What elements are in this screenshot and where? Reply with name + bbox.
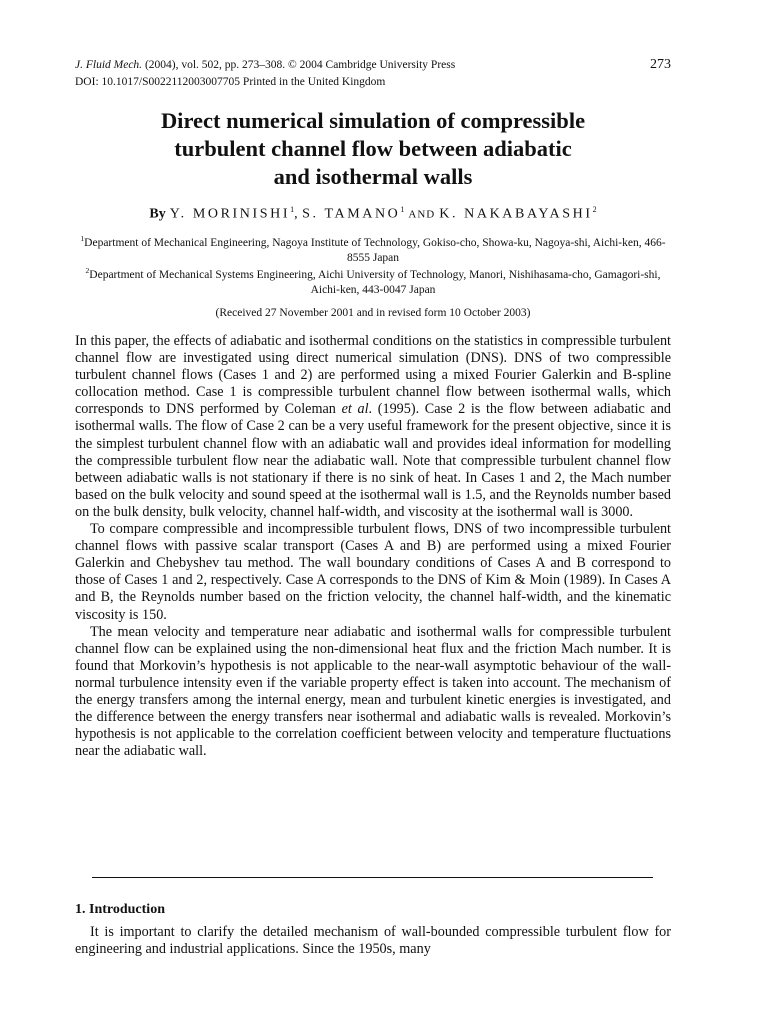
title-line: and isothermal walls [273,164,473,189]
author-line [75,205,671,223]
citation-details: (2004), vol. 502, pp. 273–308. © 2004 Cambridge University Press [142,59,456,71]
affiliation-marker: 2 [85,266,90,275]
author-name: K. NAKABAYASHI [439,206,593,222]
section-heading: 1. Introduction [75,902,165,917]
title-line: turbulent channel flow between adiabatic [174,136,572,161]
running-header [75,57,671,91]
affiliation-marker: 1 [80,234,85,243]
body-paragraph: It is important to clarify the detailed mechanism of wall-bounded compressible turbulent flow for engineering and industrial applications. Since the 1950s, many [75,924,671,958]
author-conjunction: AND [408,208,436,221]
abstract [75,333,671,760]
affiliation [75,231,671,267]
by-label: By [149,206,166,222]
abstract-paragraph: To compare compressible and incompressible turbulent flows, DNS of two incompressible turbulent channel flows with passive scalar transport (Cases A and B) are performed using a mixed Fourier Galerkin and Chebyshev tau method. The wall boundary conditions of Cases A and B correspond to those of Cases 1 and 2, respectively. Case A corresponds to the DNS of Kim & Moin (1989). In Cases A and B, the Reynolds number based on the friction velocity, the channel half-width, and the kinematic viscosity is 150. [75,521,671,623]
affiliation-marker: 2 [592,205,597,214]
affiliation-text: Department of Mechanical Systems Engineering, Aichi University of Technology, Manori, Nishihasama-cho, Gamagori-shi, Aichi-ken, 443-0047 Japan [89,268,661,297]
author-separator: , [294,206,303,222]
abstract-text: In this paper, the effects of adiabatic and isothermal conditions on the statistics in compressible turbulent channel flow are investigated using direct numerical simulation (DNS). DNS of two compressible turbulent channel flows (Cases 1 and 2) are performed using a mixed Fourier Galerkin and B-spline collocation method. Case 1 is compressible turbulent channel flow between isothermal walls, which corresponds to DNS performed by Coleman [75,333,671,418]
author-name: S. TAMANO [302,206,401,222]
citation-line [75,57,671,74]
affiliation-marker: 1 [290,205,295,214]
doi-line: DOI: 10.1017/S0022112003007705 Printed in the United Kingdom [75,76,386,88]
journal-name: J. Fluid Mech. [75,59,143,71]
abstract-paragraph [75,333,671,521]
paper-title [75,107,671,191]
abstract-divider [92,877,653,878]
author-name: Y. MORINISHI [169,206,291,222]
received-dates: (Received 27 November 2001 and in revised form 10 October 2003) [215,307,531,319]
title-line: Direct numerical simulation of compressible [160,108,586,133]
abstract-text: . (1995). Case 2 is the flow between adiabatic and isothermal walls. The flow of Case 2 can be a very useful framework for the present objective, since it is the simplest turbulent channel flow with an adiabatic wall and provides ideal information for modelling the compressible turbulent flow near the adiabatic wall. Note that compressible turbulent channel flow between adiabatic walls is not stationary if there is no sink of heat. In Cases 1 and 2, the Mach number based on the bulk velocity and sound speed at the isothermal wall is 1.5, and the Reynolds number based on the bulk density, bulk velocity, channel half-width, and viscosity at the isothermal wall is 3000. [75,401,672,520]
page-number: 273 [650,57,671,72]
affiliation [75,263,671,299]
abstract-paragraph: The mean velocity and temperature near adiabatic and isothermal walls for compressible turbulent channel flow can be explained using the non-dimensional heat flux and the friction Mach number. It is found that Morkovin’s hypothesis is not applicable to the near-wall asymptotic behaviour of the wall-normal turbulence intensity even if the variable property effect is taken into account. The mechanism of the energy transfers among the internal energy, mean and turbulent kinetic energies is investigated, and the difference between the energy transfers near isothermal and adiabatic walls is revealed. Morkovin’s hypothesis is not applicable to the correlation coefficient between velocity and temperature fluctuations near the adiabatic wall. [75,623,671,760]
affiliation-marker: 1 [400,205,405,214]
affiliation-text: Department of Mechanical Engineering, Nagoya Institute of Technology, Gokiso-cho, Showa-ku, Nagoya-shi, Aichi-ken, 466-8555 Japan [84,236,666,265]
et-al: et al [341,401,369,418]
